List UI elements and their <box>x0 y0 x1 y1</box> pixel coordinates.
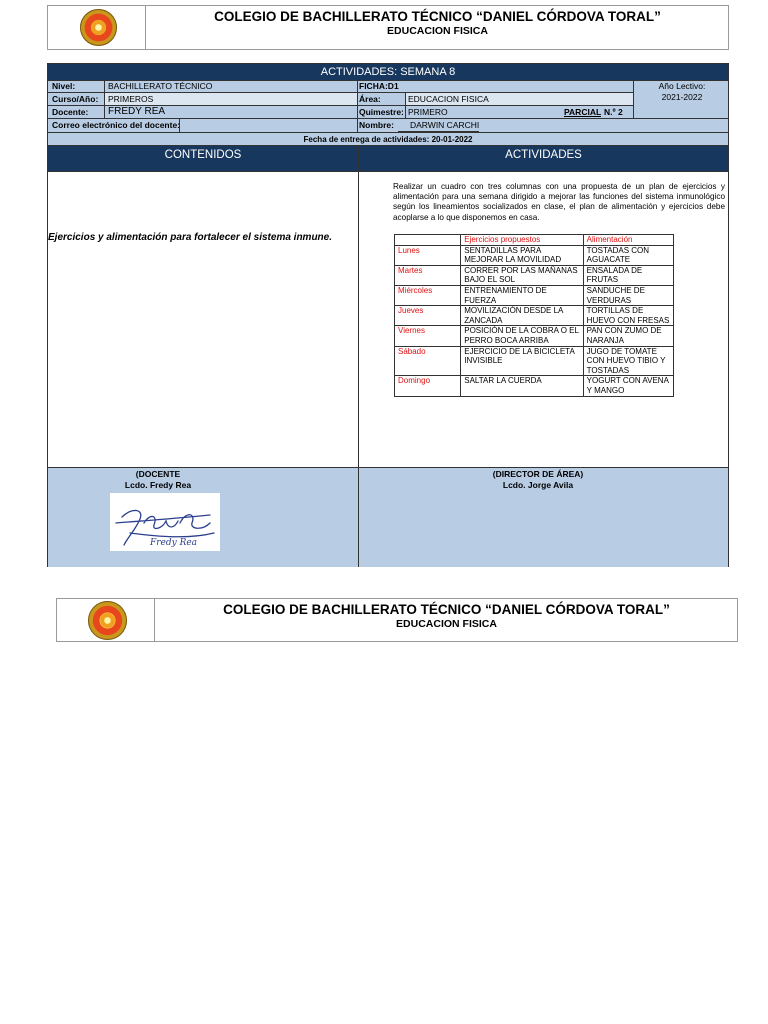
food-cell: YOGURT CON AVENA Y MANGO <box>583 376 673 396</box>
table-row <box>395 265 674 285</box>
contenido-text: Ejercicios y alimentación para fortalecer el sistema inmune. <box>48 232 333 243</box>
correo-label: Correo electrónico del docente: <box>52 120 180 130</box>
curso-value: PRIMEROS <box>108 94 154 104</box>
food-cell: TORTILLAS DE HUEVO CON FRESAS <box>583 306 673 326</box>
divider <box>358 468 359 567</box>
table-row <box>395 376 674 396</box>
food-cell: SANDUCHE DE VERDURAS <box>583 285 673 305</box>
nombre-value: DARWIN CARCHI <box>398 120 479 132</box>
school-logo <box>88 601 127 640</box>
nivel-value: BACHILLERATO TÉCNICO <box>108 81 213 91</box>
exercise-cell: MOVILIZACIÓN DESDE LA ZANCADA <box>461 306 583 326</box>
next-page-header <box>56 598 738 642</box>
area-label: Área: <box>359 94 381 104</box>
docente-role: (DOCENTE <box>135 469 181 479</box>
table-row <box>395 245 674 265</box>
day-cell: Miércoles <box>395 285 461 305</box>
signature-text: Fredy Rea <box>150 538 198 548</box>
nombre-label: Nombre: <box>359 120 394 130</box>
divider <box>633 80 634 118</box>
week-banner: ACTIVIDADES: SEMANA 8 <box>48 64 728 80</box>
quimestre-label: Quimestre: <box>359 107 404 117</box>
subject-title: EDUCACION FISICA <box>396 618 497 630</box>
signature-scribble-icon <box>110 493 220 551</box>
logo-cell <box>48 6 146 49</box>
docente-value: FREDY REA <box>108 106 166 117</box>
day-cell: Sábado <box>395 346 461 376</box>
nivel-label: Nivel: <box>52 81 76 91</box>
table-row <box>395 285 674 305</box>
day-cell: Viernes <box>395 326 461 346</box>
table-row <box>395 346 674 376</box>
table-row <box>395 306 674 326</box>
day-cell: Jueves <box>395 306 461 326</box>
exercise-cell: SALTAR LA CUERDA <box>461 376 583 396</box>
school-logo <box>80 9 117 46</box>
logo-cell <box>57 599 155 641</box>
director-role: (DIRECTOR DE ÁREA) <box>492 469 584 479</box>
docente-label: Docente: <box>52 107 89 117</box>
signature-image <box>110 493 220 551</box>
actividades-header: ACTIVIDADES <box>358 146 728 171</box>
food-cell: ENSALADA DE FRUTAS <box>583 265 673 285</box>
exercise-cell: ENTRENAMIENTO DE FUERZA <box>461 285 583 305</box>
plan-table <box>394 234 674 397</box>
ficha-label: FICHA:D1 <box>359 81 399 91</box>
table-header-cell: Ejercicios propuestos <box>461 235 583 246</box>
table-row <box>395 326 674 346</box>
food-cell: JUGO DE TOMATE CON HUEVO TIBIO Y TOSTADAS <box>583 346 673 376</box>
exercise-cell: EJERCICIO DE LA BICICLETA INVISIBLE <box>461 346 583 376</box>
divider <box>48 118 728 119</box>
divider <box>357 80 358 132</box>
activity-form <box>47 63 729 567</box>
table-header-cell <box>395 235 461 246</box>
school-title: COLEGIO DE BACHILLERATO TÉCNICO “DANIEL CÓRDOVA TORAL” <box>223 602 670 617</box>
divider <box>48 171 728 172</box>
director-name: Lcdo. Jorge Avila <box>502 480 574 490</box>
anio-value: 2021-2022 <box>661 92 703 102</box>
day-cell: Lunes <box>395 245 461 265</box>
anio-label: Año Lectivo: <box>658 81 706 91</box>
fecha-entrega: Fecha de entrega de actividades: 20-01-2022 <box>303 135 473 144</box>
quimestre-value: PRIMERO <box>408 107 448 117</box>
exercise-cell: CORRER POR LAS MAÑANAS BAJO EL SOL <box>461 265 583 285</box>
page-header <box>47 5 729 50</box>
table-header-row <box>395 235 674 246</box>
exercise-cell: SENTADILLAS PARA MEJORAR LA MOVILIDAD <box>461 245 583 265</box>
day-cell: Martes <box>395 265 461 285</box>
actividad-text: Realizar un cuadro con tres columnas con una propuesta de un plan de ejercicios y alimentación para una semana dirigido a mejorar las funciones del sistema inmunológico según los lineamientos socializados en clase, el plan de alimentación y ejercicios debe acoplarse a lo que disponemos en casa. <box>393 182 725 222</box>
area-value: EDUCACION FISICA <box>408 94 489 104</box>
curso-label: Curso/Año: <box>52 94 99 104</box>
food-cell: TOSTADAS CON AGUACATE <box>583 245 673 265</box>
school-title: COLEGIO DE BACHILLERATO TÉCNICO “DANIEL CÓRDOVA TORAL” <box>214 9 661 24</box>
docente-name: Lcdo. Fredy Rea <box>124 480 192 490</box>
table-header-cell: Alimentación <box>583 235 673 246</box>
parcial-value: N.º 2 <box>604 107 623 117</box>
food-cell: PAN CON ZUMO DE NARANJA <box>583 326 673 346</box>
subject-title: EDUCACION FISICA <box>387 25 488 37</box>
parcial-label: PARCIAL <box>564 107 602 117</box>
day-cell: Domingo <box>395 376 461 396</box>
exercise-cell: POSICIÓN DE LA COBRA O EL PERRO BOCA ARRIBA <box>461 326 583 346</box>
contenidos-header: CONTENIDOS <box>48 146 358 171</box>
